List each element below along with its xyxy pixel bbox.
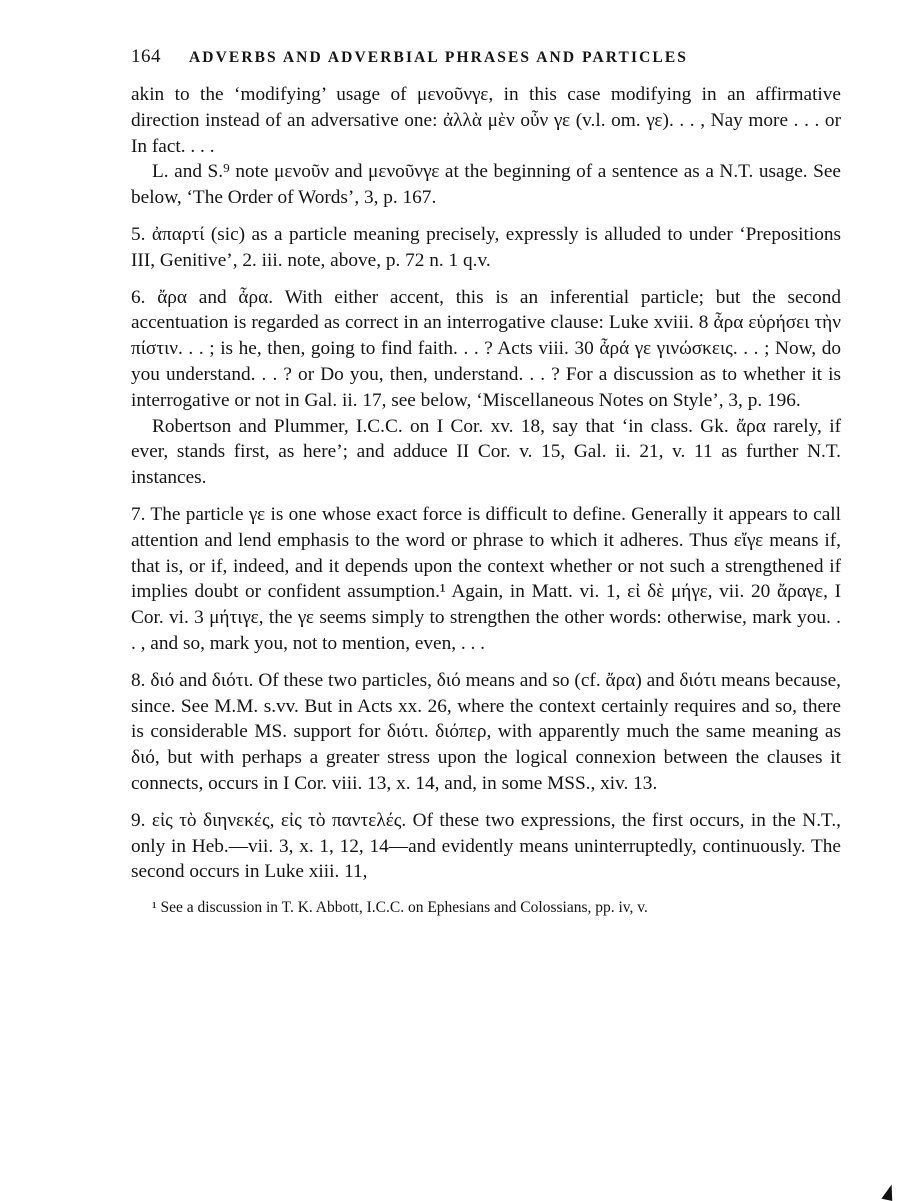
page	[131, 46, 841, 919]
paragraph-section-9: 9. εἰς τὸ διηνεκές, εἰς τὸ παντελές. Of these two expressions, the first occurs, in the N.T., only in Heb.—vii. 3, x. 1, 12, 14—and evidently means uninterruptedly, continuously. The second occurs in Luke xiii. 11,	[131, 809, 841, 883]
scan-corner-mark	[881, 1183, 895, 1201]
page-number: 164	[131, 46, 161, 67]
paragraph-section-6: 6. ἄρα and ἆρα. With either accent, this is an inferential particle; but the second accentuation is regarded as correct in an interrogative clause: Luke xviii. 8 ἆρα εὑρήσει τὴν πίστιν. . . ; is he, then, going to find faith. . . ? Acts viii. 30 ἆρά γε γινώσκεις. . . ; Now, do you understand. . . ? or Do you, then, understand. . . ? For a discussion as to whether it is interrogative or not in Gal. ii. 17, see below, ‘Miscellaneous Notes on Style’, 3, p. 196.	[131, 286, 841, 411]
paragraph-continuation: akin to the ‘modifying’ usage of μενοῦνγε, in this case modifying in an affirmative direction instead of an adversative one: ἀλλὰ μὲν οὖν γε (v.l. om. γε). . . , Nay more . . . or In fact. . . .	[131, 84, 841, 157]
paragraph-robertson-plummer: Robertson and Plummer, I.C.C. on I Cor. xv. 18, say that ‘in class. Gk. ἄρα rarely, if ever, stands first, as here’; and adduce II Cor. v. 15, Gal. ii. 21, v. 11 as further N.T. instances.	[131, 415, 841, 489]
paragraph-section-8: 8. διό and διότι. Of these two particles, διό means and so (cf. ἄρα) and διότι means because, since. See M.M. s.vv. But in Acts xx. 26, where the context certainly requires and so, there is considerable MS. support for διότι. διόπερ, with apparently much the same meaning as διό, but with perhaps a greater stress upon the logical connexion between the clauses it connects, occurs in I Cor. viii. 13, x. 14, and, in some MSS., xiv. 13.	[131, 669, 841, 794]
footnote: ¹ See a discussion in T. K. Abbott, I.C.C. on Ephesians and Colossians, pp. iv, v.	[152, 899, 648, 917]
running-header	[131, 46, 841, 68]
running-title: ADVERBS AND ADVERBIAL PHRASES AND PARTICLES	[189, 49, 689, 66]
paragraph-section-7: 7. The particle γε is one whose exact force is difficult to define. Generally it appears to call attention and lend emphasis to the word or phrase to which it adheres. Thus εἴγε means if, that is, or if, indeed, and it depends upon the context whether or not such a strengthened if implies doubt or confident assumption.¹ Again, in Matt. vi. 1, εἰ δὲ μήγε, vii. 20 ἄραγε, I Cor. vi. 3 μήτιγε, the γε seems simply to strengthen the other words: otherwise, mark you. . . , and so, mark you, not to mention, even, . . .	[131, 503, 841, 654]
paragraph-section-5: 5. ἀπαρτί (sic) as a particle meaning precisely, expressly is alluded to under ‘Prepositions III, Genitive’, 2. iii. note, above, p. 72 n. 1 q.v.	[131, 223, 841, 271]
paragraph-ls-note: L. and S.⁹ note μενοῦν and μενοῦνγε at the beginning of a sentence as a N.T. usage. See below, ‘The Order of Words’, 3, p. 167.	[131, 161, 841, 209]
